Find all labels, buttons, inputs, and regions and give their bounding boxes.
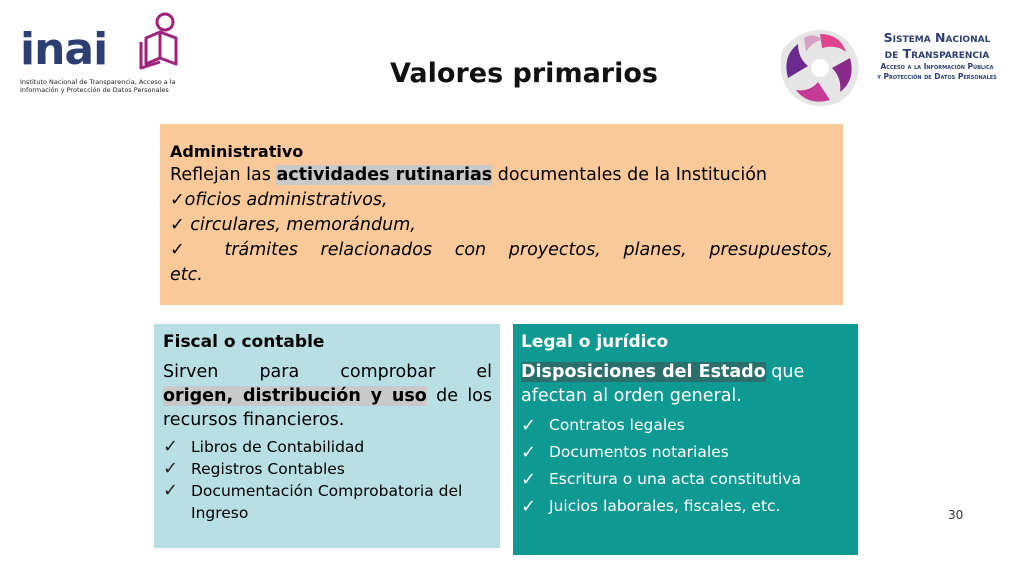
fiscal-desc-mid: de los — [426, 386, 493, 406]
fiscal-list-item — [163, 436, 492, 458]
check-icon: ✓ — [163, 458, 179, 479]
check-icon: ✓ — [521, 496, 537, 517]
check-icon: ✓ — [521, 442, 537, 463]
fiscal-list-item-label: Registros Contables — [191, 460, 345, 478]
legal-desc-highlight: Disposiciones del Estado — [521, 362, 766, 382]
inai-logo — [20, 12, 180, 98]
fiscal-list-item — [163, 458, 492, 480]
legal-list-item-label: Contratos legales — [549, 416, 685, 434]
snt-line-1: Sistema Nacional — [883, 30, 991, 45]
snt-line-3: Acceso a la Información Pública — [880, 62, 994, 71]
administrativo-item — [170, 188, 833, 213]
legal-list-item — [521, 412, 850, 439]
fiscal-list-item — [163, 480, 492, 524]
administrativo-item — [170, 238, 833, 263]
legal-box — [513, 324, 858, 555]
administrativo-heading: Administrativo — [170, 142, 304, 161]
inai-person-book-icon — [138, 12, 180, 72]
legal-desc-rest: que afectan al orden general. — [521, 362, 805, 406]
fiscal-list-item-label: Libros de Contabilidad — [191, 438, 365, 456]
fiscal-desc-highlight: origen, distribución y uso — [163, 386, 427, 406]
page-title: Valores primarios — [390, 58, 658, 89]
check-icon: ✓ — [163, 436, 179, 457]
check-icon: ✓ — [521, 415, 537, 436]
administrativo-description — [170, 163, 833, 188]
snt-logo-text — [872, 30, 1002, 82]
administrativo-desc-prefix: Reflejan las — [170, 165, 277, 185]
check-icon: ✓ — [163, 480, 179, 501]
administrativo-item-label: trámites relacionados con proyectos, planes, presupuestos, — [201, 240, 833, 260]
legal-list — [521, 412, 850, 520]
legal-list-item — [521, 493, 850, 520]
check-icon: ✓ — [521, 469, 537, 490]
inai-subtitle: Instituto Nacional de Transparencia, Acceso a la Información y Protección de Datos Personales — [20, 78, 176, 94]
snt-line-2: de Transparencia — [884, 46, 990, 61]
legal-heading: Legal o jurídico — [521, 332, 669, 352]
administrativo-item-label: oficios administrativos, — [184, 190, 388, 210]
check-icon: ✓ — [170, 190, 185, 210]
fiscal-list-item-label: Documentación Comprobatoria del Ingreso — [191, 482, 463, 522]
snt-line-4: y Protección de Datos Personales — [877, 72, 997, 81]
fiscal-desc-line-1: Sirven para comprobar el — [163, 362, 492, 382]
administrativo-item-continuation: etc. — [170, 265, 203, 285]
check-icon: ✓ — [170, 240, 202, 260]
legal-list-item — [521, 439, 850, 466]
legal-list-item-label: Documentos notariales — [549, 443, 729, 461]
legal-description — [521, 360, 850, 408]
fiscal-list — [163, 436, 492, 524]
legal-list-item — [521, 466, 850, 493]
page-number: 30 — [948, 508, 964, 522]
fiscal-desc-line-3: recursos financieros. — [163, 410, 345, 430]
administrativo-item-label: circulares, memorándum, — [184, 215, 416, 235]
legal-list-item-label: Escritura o una acta constitutiva — [549, 470, 802, 488]
administrativo-item — [170, 213, 833, 238]
administrativo-box — [160, 124, 843, 305]
legal-list-item-label: Juicios laborales, fiscales, etc. — [549, 497, 781, 515]
check-icon: ✓ — [170, 215, 185, 235]
administrativo-desc-highlight: actividades rutinarias — [276, 165, 493, 185]
inai-logo-word: inai — [20, 24, 108, 75]
snt-emblem-icon — [770, 20, 870, 112]
administrativo-desc-suffix: documentales de la Institución — [492, 165, 768, 185]
fiscal-desc-line-2 — [163, 384, 492, 408]
fiscal-description — [163, 360, 492, 432]
fiscal-heading: Fiscal o contable — [163, 332, 325, 352]
fiscal-box — [154, 324, 500, 548]
